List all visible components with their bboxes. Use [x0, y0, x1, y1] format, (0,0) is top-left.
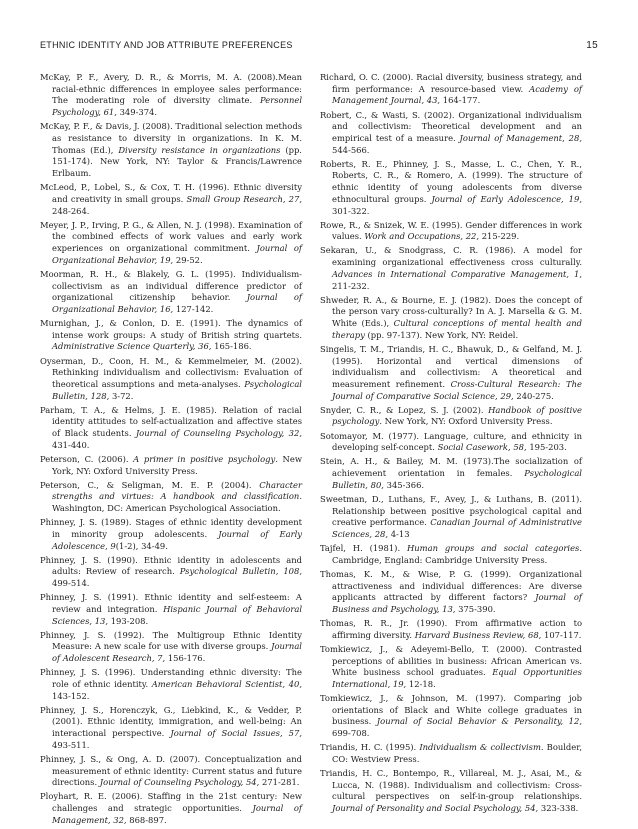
reference-source: Psychological Bulletin, 80,	[332, 468, 582, 490]
reference-pages: . Washington, DC: American Psychological Association.	[52, 491, 302, 514]
reference-pages: 156-176.	[165, 653, 206, 664]
reference-pages: 493-511.	[52, 739, 90, 750]
reference-entry	[40, 705, 302, 752]
reference-entry	[320, 220, 582, 243]
reference-pages: (1-2), 34-49.	[115, 540, 168, 551]
reference-entry	[320, 245, 582, 292]
reference-source: Journal of Management, 32,	[52, 803, 302, 825]
reference-source: Journal of Counseling Psychology, 54,	[99, 777, 260, 788]
reference-source: Social Casework, 58,	[437, 442, 527, 453]
reference-pages: 143-152.	[52, 690, 90, 701]
reference-pages: 868-897.	[126, 814, 167, 825]
reference-entry	[320, 405, 582, 428]
reference-text: Phinney, J. S., Horenczyk, G., Liebkind, K., & Vedder, P. (2001). Ethnic identity, immigration, and well-being: An interactional perspective.	[40, 704, 302, 739]
reference-entry	[40, 269, 302, 316]
reference-source: Small Group Research, 27,	[186, 193, 302, 204]
page-number: 15	[586, 40, 598, 51]
reference-text: Meyer, J. P., Irving, P. G., & Allen, N. J. (1998). Examination of the combined effects of work values and early work experiences on organizational commitment.	[40, 219, 302, 254]
reference-entry	[320, 431, 582, 454]
reference-source: Individualism & collectivism	[419, 742, 541, 753]
reference-entry	[40, 182, 302, 217]
reference-entry	[320, 693, 582, 740]
reference-entry	[320, 543, 582, 566]
reference-text: Sekaran, U., & Snodgrass, C. R. (1986). A model for examining organizational effectiveness cross culturally.	[320, 245, 582, 268]
reference-text: Triandis, H. C. (1995).	[320, 742, 420, 753]
reference-source: Journal of Organizational Behavior, 16,	[52, 292, 302, 314]
reference-text: Tajfel, H. (1981).	[320, 543, 407, 554]
reference-entry	[40, 555, 302, 590]
reference-entry	[320, 110, 582, 157]
reference-entry	[40, 356, 302, 403]
reference-entry	[40, 454, 302, 477]
reference-pages: 193-208.	[108, 615, 149, 626]
reference-pages: 301-322.	[332, 205, 370, 216]
reference-text: Shweder, R. A., & Bourne, E. J. (1982). Does the concept of the person vary cross-culturally? In A. J. Marsella & G. M. White (Eds.),	[320, 294, 582, 329]
reference-pages: 345-366.	[383, 479, 425, 490]
reference-pages: 215-229.	[479, 231, 520, 242]
reference-pages: 248-264.	[52, 205, 90, 216]
reference-entry	[320, 295, 582, 342]
reference-pages: 29-52.	[173, 254, 203, 265]
reference-text: Peterson, C. (2006).	[40, 453, 134, 464]
reference-pages: 165-186.	[211, 341, 252, 352]
reference-entry	[40, 667, 302, 702]
reference-pages: 349-374.	[116, 107, 158, 118]
reference-text: Stein, A. H., & Bailey, M. M. (1973).The socialization of achievement orientation in females.	[320, 456, 582, 479]
reference-pages: 375-390.	[455, 603, 496, 614]
reference-entry	[40, 630, 302, 665]
reference-pages: 431-440.	[52, 439, 90, 450]
reference-source: Journal of Business and Psychology, 13,	[332, 592, 582, 614]
reference-entry	[40, 592, 302, 627]
reference-entry	[320, 644, 582, 691]
reference-pages: 499-514.	[52, 578, 90, 589]
reference-text: Richard, O. C. (2000). Racial diversity, business strategy, and firm performance: A resource-based view.	[320, 72, 582, 94]
reference-source: Handbook of positive psychology	[332, 404, 582, 427]
reference-pages: . New York, NY: Oxford University Press.	[379, 416, 553, 427]
reference-pages: 164-177.	[440, 95, 481, 106]
reference-text: Ployhart, R. E. (2006). Staffing in the 21st century: New challenges and strategic opportunities.	[40, 791, 302, 814]
reference-text: Tomkiewicz, J., & Johnson, M. (1997). Comparing job orientations of Black and White college graduates in business.	[320, 693, 582, 727]
reference-source: Cross-Cultural Research: The Journal of Comparative Social Science, 29,	[332, 378, 582, 401]
reference-source: Journal of Adolescent Research, 7,	[52, 641, 302, 664]
reference-text: Singelis, T. M., Triandis, H. C., Bhawuk, D., & Gelfand, M. J. (1995). Horizontal and vertical dimensions of individualism and collectivism: A theoretical and measurement refinement.	[320, 343, 582, 389]
reference-pages: 271-281.	[259, 777, 300, 788]
reference-pages: 12-18.	[406, 678, 436, 689]
reference-pages: . Boulder, CO: Westview Press.	[332, 742, 582, 764]
reference-source: Journal of Personality and Social Psychology, 54,	[332, 803, 539, 814]
reference-source: Diversity resistance in organizations	[118, 144, 281, 155]
reference-source: Harvard Business Review, 68,	[414, 629, 542, 640]
reference-entry	[40, 480, 302, 515]
reference-pages: . Cambridge, England: Cambridge University Press.	[332, 543, 583, 565]
reference-text: Phinney, J. S. (1996). Understanding ethnic diversity: The role of ethnic identity.	[40, 667, 302, 689]
reference-text: Thomas, R. R., Jr. (1990). From affirmative action to affirming diversity.	[320, 618, 582, 640]
reference-source: Journal of Social Issues, 57,	[170, 728, 303, 739]
reference-text: Phinney, J. S. (1992). The Multigroup Ethnic Identity Measure: A new scale for use with diverse groups.	[40, 629, 302, 652]
reference-source: Academy of Management Journal, 43,	[332, 83, 582, 106]
reference-source: Cultural conceptions of mental health and therapy	[332, 318, 583, 340]
reference-text: Thomas, K. M., & Wise, P. G. (1999). Organizational attractiveness and individual differences: Are diverse applicants attracted by different factors?	[320, 568, 582, 603]
reference-source: Journal of Management, 28,	[459, 132, 582, 143]
reference-entry	[320, 742, 582, 765]
reference-pages: 4-13	[388, 528, 410, 539]
reference-entry	[40, 517, 302, 552]
reference-pages: 323-338.	[538, 803, 579, 814]
reference-entry	[320, 72, 582, 107]
reference-text: Sotomayor, M. (1977). Language, culture, and ethnicity in developing self-concept.	[320, 430, 582, 453]
reference-pages: 699-708.	[332, 728, 370, 739]
reference-source: Journal of Social Behavior & Personality, 12,	[376, 716, 582, 727]
reference-source: A primer in positive psychology	[133, 453, 276, 464]
reference-entry	[320, 618, 582, 641]
reference-pages: 195-203.	[526, 442, 567, 453]
reference-pages: 127-142.	[173, 303, 214, 314]
reference-source: American Behavioral Scientist, 40,	[151, 678, 302, 689]
reference-text: Triandis, H. C., Bontempo, R., Villareal, M. J., Asai, M., & Lucca, N. (1988). Individualism and collectivism: Cross-cultural perspectives on self-in-group relationships.	[320, 768, 582, 802]
reference-text: Sweetman, D., Luthans, F., Avey, J., & Luthans, B. (2011). Relationship between positive psychological capital and creative performance.	[320, 493, 582, 528]
reference-source: Journal of Early Adolescence, 9	[52, 528, 302, 551]
reference-source: Hispanic Journal of Behavioral Sciences, 13,	[52, 603, 303, 626]
reference-text: Robert, C., & Wasti, S. (2002). Organizational individualism and collectivism: Theoretical development and an empirical test of a measure.	[320, 109, 582, 143]
reference-text: Peterson, C., & Seligman, M. E. P. (2004).	[40, 479, 260, 490]
reference-text: Oyserman, D., Coon, H. M., & Kemmelmeier, M. (2002). Rethinking individualism and collectivism: Evaluation of theoretical assumptions and meta-analyses.	[40, 355, 302, 389]
reference-entry	[40, 121, 302, 180]
reference-pages: 544-566.	[332, 144, 370, 155]
reference-pages: 211-232.	[332, 280, 370, 291]
reference-source: Psychological Bulletin, 128,	[52, 378, 302, 401]
reference-source: Journal of Counseling Psychology, 32,	[135, 428, 302, 439]
references-left-column	[40, 72, 302, 829]
reference-source: Human groups and social categories	[406, 543, 580, 554]
running-header	[40, 40, 598, 56]
reference-source: Journal of Organizational Behavior, 19,	[52, 243, 302, 265]
reference-text: Phinney, J. S. (1989). Stages of ethnic identity development in minority group adolescents.	[40, 517, 302, 539]
reference-entry	[40, 405, 302, 452]
reference-text: McKay, P. F., & Davis, J. (2008). Traditional selection methods as resistance to diversity in organizations. In K. M. Thomas (Ed.),	[40, 121, 302, 155]
reference-text: Tomkiewicz, J., & Adeyemi-Bello, T. (2000). Contrasted perceptions of abilities in business: African American vs. White business school graduates.	[320, 643, 582, 678]
reference-text: Rowe, R., & Snizek, W. E. (1995). Gender differences in work values.	[320, 219, 582, 242]
reference-entry	[320, 494, 582, 541]
reference-entry	[320, 569, 582, 616]
reference-text: McKay, P. F., Avery, D. R., & Morris, M. A. (2008).Mean racial-ethnic differences in employee sales performance: The moderating role of diversity climate.	[40, 72, 302, 106]
reference-text: Snyder, C. R., & Lopez, S. J. (2002).	[320, 404, 489, 415]
reference-entry	[320, 344, 582, 403]
reference-text: Murnighan, J., & Conlon, D. E. (1991). The dynamics of intense work groups: A study of British string quartets.	[40, 318, 302, 340]
running-title: ETHNIC IDENTITY AND JOB ATTRIBUTE PREFERENCES	[40, 40, 293, 50]
reference-source: Psychological Bulletin, 108,	[179, 566, 302, 577]
reference-text: Phinney, J. S. (1990). Ethnic identity in adolescents and adults: Review of research.	[40, 554, 302, 577]
reference-entry	[40, 754, 302, 789]
reference-source: Administrative Science Quarterly, 36,	[52, 341, 212, 352]
reference-source: Advances in International Comparative Management, 1,	[332, 268, 582, 279]
reference-text: McLeod, P., Lobel, S., & Cox, T. H. (1996). Ethnic diversity and creativity in small groups.	[40, 182, 302, 204]
references-right-column	[320, 72, 582, 817]
reference-entry	[320, 768, 582, 815]
reference-source: Journal of Early Adolescence, 19,	[431, 193, 582, 204]
reference-source: Work and Occupations, 22,	[364, 231, 480, 242]
reference-text: Roberts, R. E., Phinney, J. S., Masse, L. C., Chen, Y. R., Roberts, C. R., & Romero, A. (1999). The structure of ethnic identity of young adolescents from diverse ethnocultural groups.	[320, 158, 582, 204]
reference-text: Parham, T. A., & Helms, J. E. (1985). Relation of racial identity attitudes to self-actualization and affective states of Black students.	[40, 404, 302, 439]
reference-source: Character strengths and virtues: A handbook and classification	[52, 479, 302, 502]
reference-source: Equal Opportunities International, 19,	[332, 667, 582, 689]
reference-entry	[320, 456, 582, 491]
reference-source: Personnel Psychology, 61,	[52, 95, 302, 118]
reference-pages: 3-72.	[109, 390, 134, 401]
reference-entry	[40, 791, 302, 826]
reference-pages: 107-117.	[541, 629, 582, 640]
reference-entry	[40, 72, 302, 119]
reference-entry	[40, 318, 302, 353]
reference-pages: 240-275.	[513, 390, 554, 401]
reference-pages: (pp. 151-174). New York, NY: Taylor & Francis/Lawrence Erlbaum.	[52, 144, 302, 179]
reference-entry	[320, 159, 582, 218]
reference-pages: (pp. 97-137). New York, NY: Reidel.	[364, 329, 519, 340]
reference-pages: . New York, NY: Oxford University Press.	[52, 453, 302, 476]
reference-text: Phinney, J. S. (1991). Ethnic identity and self-esteem: A review and integration.	[40, 592, 302, 614]
reference-text: Moorman, R. H., & Blakely, G. L. (1995). Individualism-collectivism as an individual difference predictor of organizational citizenship behavior.	[40, 268, 302, 303]
reference-entry	[40, 220, 302, 267]
reference-text: Phinney, J. S., & Ong, A. D. (2007). Conceptualization and measurement of ethnic identity: Current status and future directions.	[40, 753, 302, 788]
reference-source: Canadian Journal of Administrative Sciences, 28,	[332, 517, 582, 539]
